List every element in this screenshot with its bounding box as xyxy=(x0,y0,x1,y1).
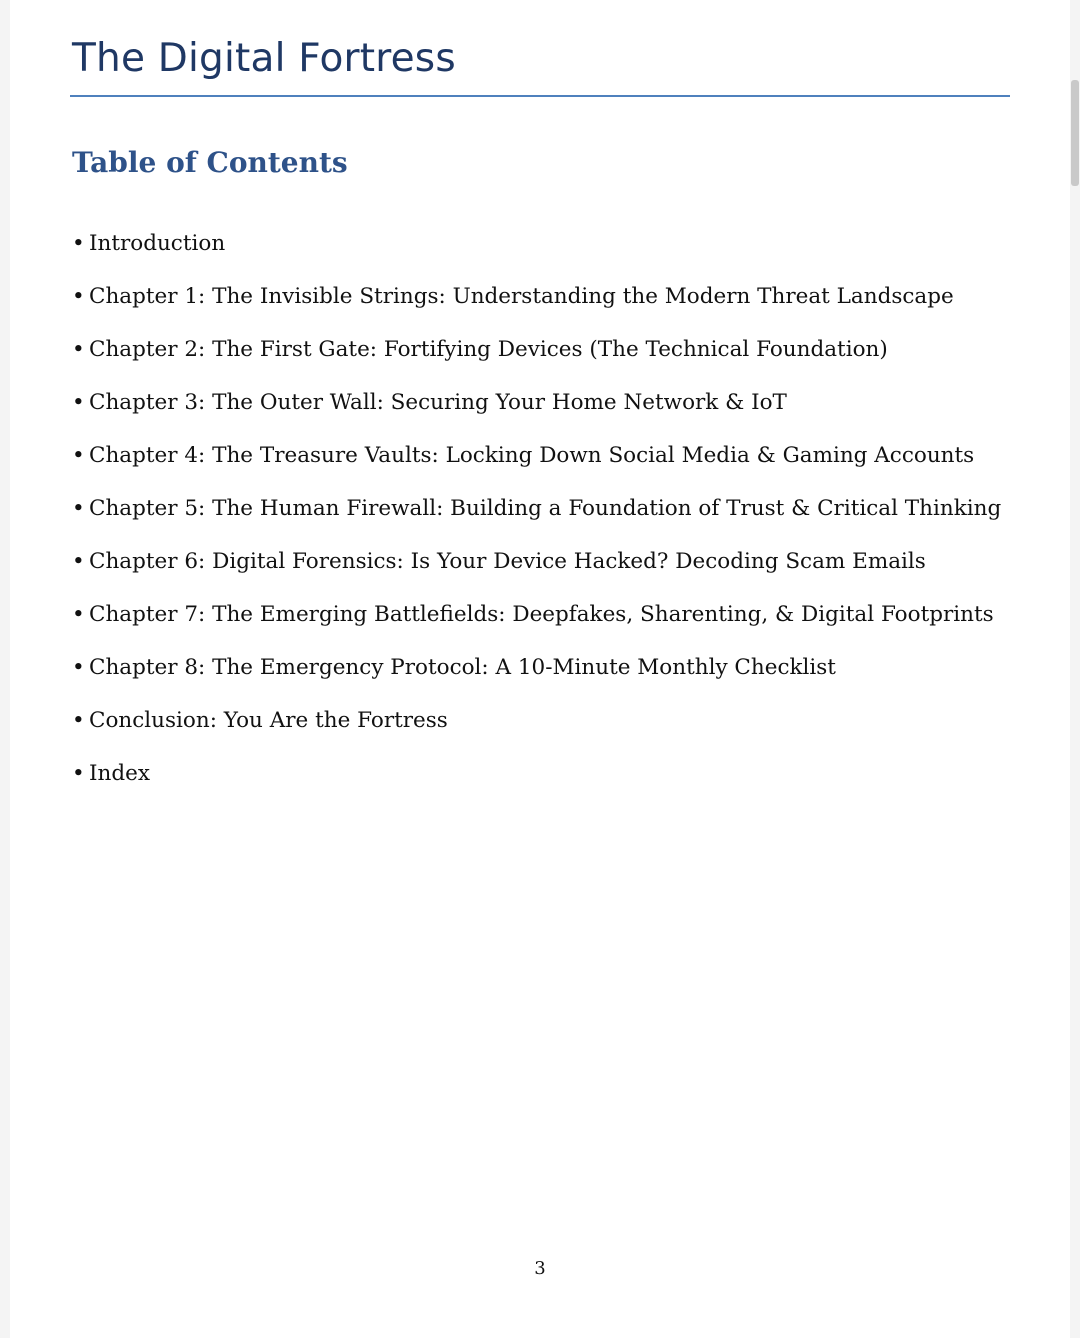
title-underline-rule xyxy=(70,95,1010,97)
toc-item-chapter-6[interactable] xyxy=(72,544,1001,597)
bullet-icon: • xyxy=(72,708,85,733)
toc-item-introduction[interactable] xyxy=(72,226,1001,279)
toc-item-chapter-1[interactable] xyxy=(72,279,1001,332)
toc-item-label: Chapter 6: Digital Forensics: Is Your Device Hacked? Decoding Scam Emails xyxy=(89,549,926,574)
toc-item-chapter-4[interactable] xyxy=(72,438,1001,491)
toc-item-label: Chapter 5: The Human Firewall: Building a Foundation of Trust & Critical Thinking xyxy=(89,496,1002,521)
bullet-icon: • xyxy=(72,655,85,680)
bullet-icon: • xyxy=(72,231,85,256)
scrollbar-thumb[interactable] xyxy=(1071,80,1079,186)
bullet-icon: • xyxy=(72,390,85,415)
toc-item-label: Chapter 3: The Outer Wall: Securing Your Home Network & IoT xyxy=(89,390,787,415)
bullet-icon: • xyxy=(72,443,85,468)
toc-item-label: Conclusion: You Are the Fortress xyxy=(89,708,448,733)
toc-item-label: Chapter 4: The Treasure Vaults: Locking Down Social Media & Gaming Accounts xyxy=(89,443,975,468)
toc-item-chapter-5[interactable] xyxy=(72,491,1001,544)
bullet-icon: • xyxy=(72,337,85,362)
toc-item-label: Chapter 1: The Invisible Strings: Understanding the Modern Threat Landscape xyxy=(89,284,954,309)
toc-heading: Table of Contents xyxy=(72,146,348,179)
toc-item-chapter-3[interactable] xyxy=(72,385,1001,438)
toc-item-label: Index xyxy=(89,761,150,786)
toc-item-conclusion[interactable] xyxy=(72,703,1001,756)
toc-list xyxy=(72,226,1001,809)
toc-item-label: Chapter 8: The Emergency Protocol: A 10-Minute Monthly Checklist xyxy=(89,655,836,680)
toc-item-label: Introduction xyxy=(89,231,226,256)
bullet-icon: • xyxy=(72,549,85,574)
document-page xyxy=(10,0,1070,1338)
vertical-scrollbar[interactable] xyxy=(1070,0,1080,1338)
bullet-icon: • xyxy=(72,602,85,627)
page-number: 3 xyxy=(534,1258,546,1279)
bullet-icon: • xyxy=(72,284,85,309)
document-title: The Digital Fortress xyxy=(72,36,456,81)
bullet-icon: • xyxy=(72,496,85,521)
toc-item-label: Chapter 7: The Emerging Battlefields: Deepfakes, Sharenting, & Digital Footprints xyxy=(89,602,994,627)
bullet-icon: • xyxy=(72,761,85,786)
toc-item-chapter-7[interactable] xyxy=(72,597,1001,650)
toc-item-index[interactable] xyxy=(72,756,1001,809)
toc-item-chapter-8[interactable] xyxy=(72,650,1001,703)
toc-item-chapter-2[interactable] xyxy=(72,332,1001,385)
toc-item-label: Chapter 2: The First Gate: Fortifying Devices (The Technical Foundation) xyxy=(89,337,888,362)
